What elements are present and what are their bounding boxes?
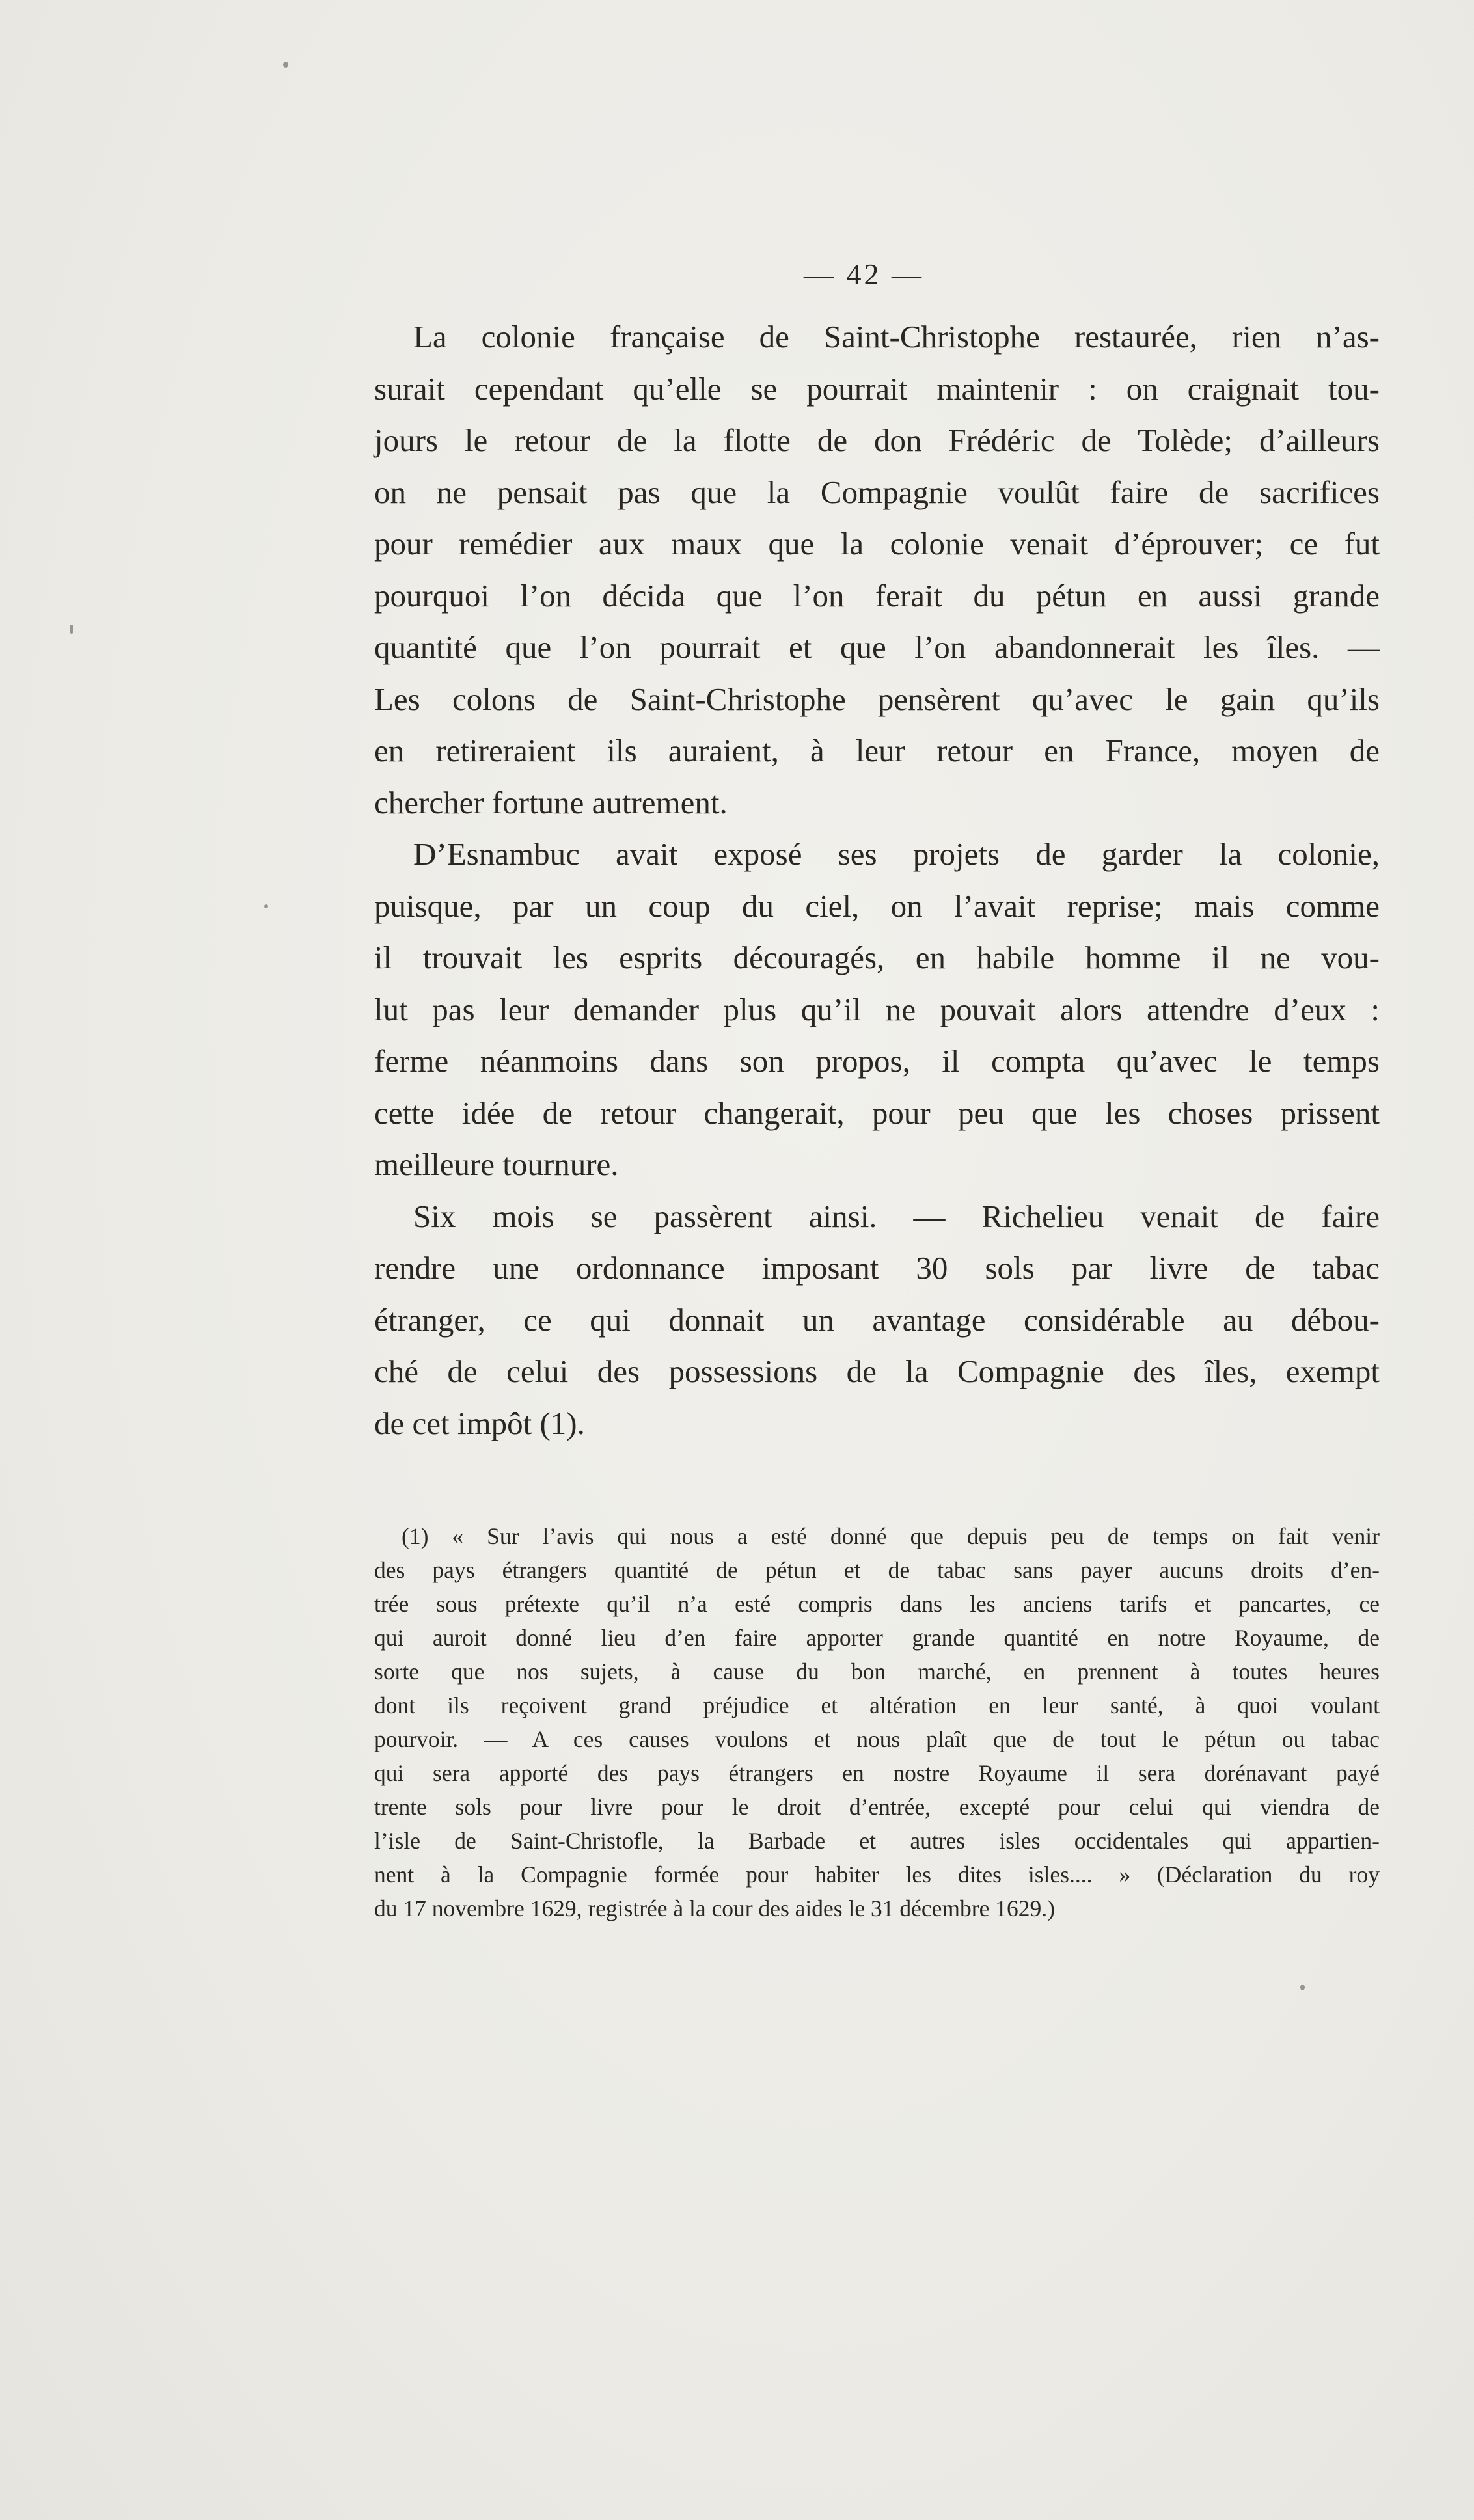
text-line: on ne pensait pas que la Compagnie voulût faire de sacrifices [374,474,1380,510]
paper-speck [70,625,73,634]
paper-speck [1300,1985,1305,1990]
footnote-line: trée sous prétexte qu’il n’a esté compris dans les anciens tarifs et pancartes, ce [374,1591,1380,1617]
text-line: surait cependant qu’elle se pourrait maintenir : on craignait tou- [374,370,1380,407]
footnote-line: trente sols pour livre pour le droit d’entrée, excepté pour celui qui viendra de [374,1794,1380,1820]
footnote-line: (1) « Sur l’avis qui nous a esté donné que depuis peu de temps on fait venir [402,1523,1380,1549]
text-line: chercher fortune autrement. [374,784,728,820]
text-line: de cet impôt (1). [374,1405,585,1441]
footnote-line: dont ils reçoivent grand préjudice et altération en leur santé, à quoi voulant [374,1692,1380,1718]
text-line: quantité que l’on pourrait et que l’on abandonnerait les îles. — [374,629,1380,665]
text-line: ché de celui des possessions de la Compagnie des îles, exempt [374,1353,1380,1389]
footnote-line: qui sera apporté des pays étrangers en nostre Royaume il sera dorénavant payé [374,1760,1380,1786]
text-line: Six mois se passèrent ainsi. — Richelieu venait de faire [413,1198,1380,1234]
text-line: il trouvait les esprits découragés, en habile homme il ne vou- [374,940,1380,975]
paper-speck [264,904,268,908]
main-text [374,311,1380,1449]
text-line: ferme néanmoins dans son propos, il compta qu’avec le temps [374,1043,1380,1079]
paper-speck [283,62,288,68]
footnote-line: du 17 novembre 1629, registrée à la cour des aides le 31 décembre 1629.) [374,1895,1055,1921]
text-line: La colonie française de Saint-Christophe restaurée, rien n’as- [413,319,1380,355]
footnote-line: qui auroit donné lieu d’en faire apporter grande quantité en notre Royaume, de [374,1625,1380,1651]
text-line: pour remédier aux maux que la colonie venait d’éprouver; ce fut [374,526,1380,562]
footnote-line: des pays étrangers quantité de pétun et de tabac sans payer aucuns droits d’en- [374,1557,1380,1583]
text-line: meilleure tournure. [374,1146,619,1182]
text-line: lut pas leur demander plus qu’il ne pouvait alors attendre d’eux : [374,991,1380,1027]
text-line: rendre une ordonnance imposant 30 sols par livre de tabac [374,1250,1380,1286]
footnote [374,1519,1380,1925]
footnote-line: nent à la Compagnie formée pour habiter les dites isles.... » (Déclaration du roy [374,1862,1380,1888]
page-number: — 42 — [804,258,924,291]
footnote-line: l’isle de Saint-Christofle, la Barbade et autres isles occidentales qui appartien- [374,1828,1380,1854]
text-line: D’Esnambuc avait exposé ses projets de garder la colonie, [413,836,1380,872]
text-line: Les colons de Saint-Christophe pensèrent qu’avec le gain qu’ils [374,681,1380,717]
text-line: jours le retour de la flotte de don Frédéric de Tolède; d’ailleurs [374,422,1380,458]
text-line: étranger, ce qui donnait un avantage considérable au débou- [374,1301,1380,1338]
text-line: en retireraient ils auraient, à leur retour en France, moyen de [374,733,1380,768]
text-line: pourquoi l’on décida que l’on ferait du pétun en aussi grande [374,577,1380,614]
text-line: cette idée de retour changerait, pour peu que les choses prissent [374,1094,1380,1131]
text-line: puisque, par un coup du ciel, on l’avait reprise; mais comme [374,887,1380,924]
footnote-line: sorte que nos sujets, à cause du bon marché, en prennent à toutes heures [374,1659,1380,1685]
footnote-line: pourvoir. — A ces causes voulons et nous plaît que de tout le pétun ou tabac [374,1726,1380,1752]
